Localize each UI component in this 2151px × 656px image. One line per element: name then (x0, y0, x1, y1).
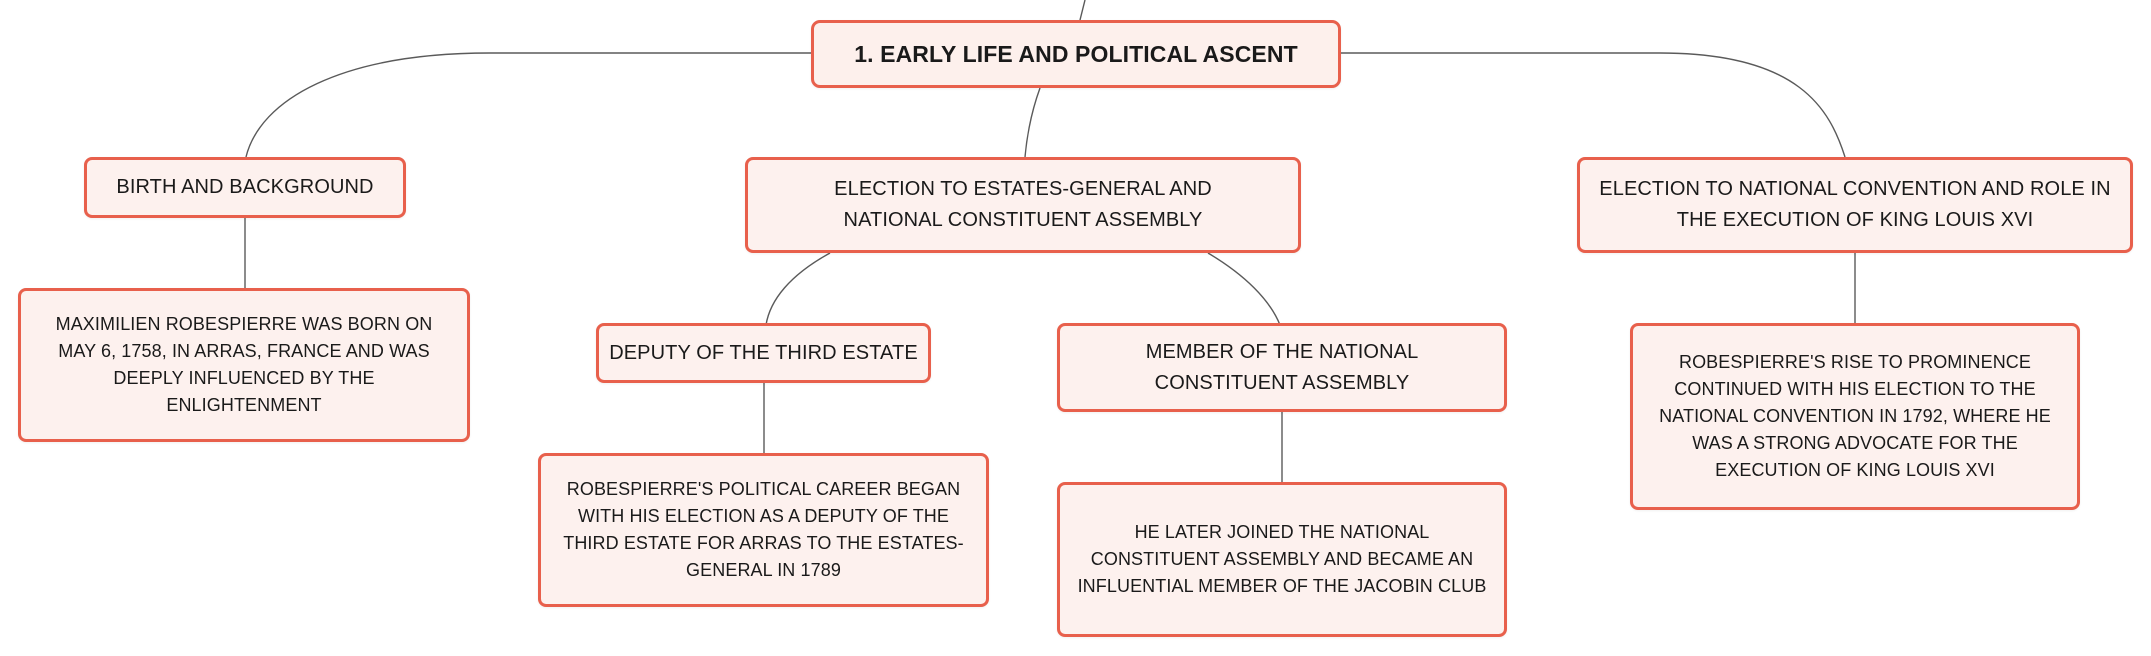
connector-estates-to-member (1208, 253, 1280, 325)
leaf-node-member-detail-label: HE LATER JOINED THE NATIONAL CONSTITUENT ASSEMBLY AND BECAME AN INFLUENTIAL MEMBER OF THE JACOBIN CLUB (1077, 522, 1487, 596)
leaf-node-convention-detail[interactable] (1630, 323, 2080, 510)
connector-estates-to-deputy (766, 253, 830, 325)
connector-root-to-convention (1340, 53, 1845, 157)
leaf-node-member-detail[interactable] (1057, 482, 1507, 637)
leaf-node-birth-detail-label: MAXIMILIEN ROBESPIERRE WAS BORN ON MAY 6, 1758, IN ARRAS, FRANCE AND WAS DEEPLY INFLUENCED BY THE ENLIGHTENMENT (55, 314, 433, 415)
leaf-node-deputy-detail[interactable] (538, 453, 989, 607)
root-node-label: 1. EARLY LIFE AND POLITICAL ASCENT (854, 40, 1298, 67)
branch-node-estates-label: ELECTION TO ESTATES-GENERAL AND NATIONAL CONSTITUENT ASSEMBLY (834, 178, 1212, 231)
branch-node-estates[interactable] (745, 157, 1301, 253)
branch-node-convention[interactable] (1577, 157, 2133, 253)
leaf-node-deputy-detail-label: ROBESPIERRE'S POLITICAL CAREER BEGAN WITH HIS ELECTION AS A DEPUTY OF THE THIRD ESTATE FOR ARRAS TO THE ESTATES-GENERAL IN 1789 (563, 479, 964, 580)
leaf-node-birth-detail[interactable] (18, 288, 470, 442)
root-node[interactable] (811, 20, 1341, 88)
connector-parent-to-root (1080, 0, 1085, 20)
connector-root-to-birth (246, 53, 811, 157)
branch-node-convention-label: ELECTION TO NATIONAL CONVENTION AND ROLE IN THE EXECUTION OF KING LOUIS XVI (1599, 178, 2111, 231)
subbranch-node-member[interactable] (1057, 323, 1507, 412)
connector-root-to-estates (1025, 88, 1040, 157)
branch-node-birth-label: BIRTH AND BACKGROUND (116, 176, 374, 198)
subbranch-node-deputy[interactable] (596, 323, 931, 383)
subbranch-node-member-label: MEMBER OF THE NATIONAL CONSTITUENT ASSEMBLY (1145, 340, 1419, 394)
subbranch-node-deputy-label: DEPUTY OF THE THIRD ESTATE (609, 341, 918, 364)
leaf-node-convention-detail-label: ROBESPIERRE'S RISE TO PROMINENCE CONTINUED WITH HIS ELECTION TO THE NATIONAL CONVENTION IN 1792, WHERE HE WAS A STRONG ADVOCATE FOR THE EXECUTION OF KING LOUIS XVI (1659, 352, 2051, 480)
branch-node-birth[interactable] (84, 157, 406, 218)
